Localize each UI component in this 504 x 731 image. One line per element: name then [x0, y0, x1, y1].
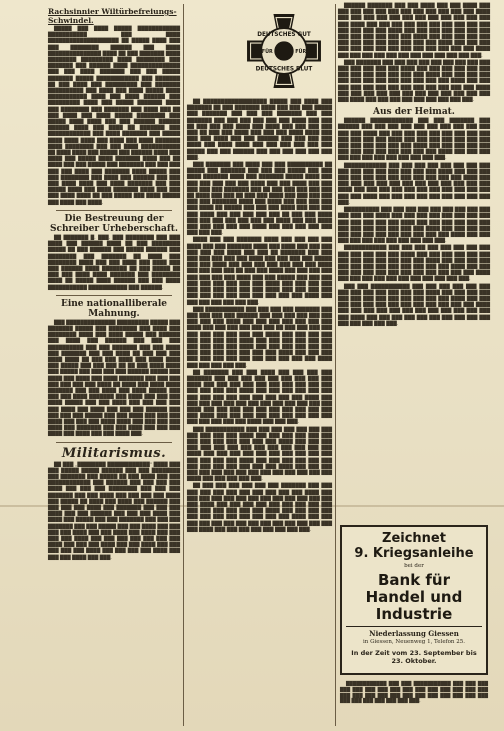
body-text: ███ ███████ ███ ███ ███ ███ ███ ███ ███ ███ ███ ███ ███ ███ ███ ███ ████ ███ ███ ███ ███ ███ ███ ███ ███ ███ ███ ███ ███ ███ ████ ███ ███ ███ ███ ███ ███ ███ ███ ███ ███ ███ ███ ███ ████ ███ ███ ███ ███ ███ ███ ███ ███ ███ ███ ███ ███ ███ ████ ███ ███ ███ ███ ███ ███ ███ ███ ███ ███ ███ ███ ███ ████ ███ ███ ███ ███ ███ ███ ███ ███ ███. [338, 60, 490, 104]
body-text: █████ ███ ████ █████ ████████████ ███████████ ███ ████ ████████████████████ ██ █████ ████ ███ ███ ████████ ██████ ███ ████ ███████████████ ████ ██ ███ ███████ ████ ████████ █████████ ████ ████████ ███ ███████ ███ ██████ ████ ██████████████ ███ ███ ████ ███████ ███ ███ █████ ███████ █████ ████████████ ███ ███████ ██ ███ ████ ███ █████████ ███ ███████ ██████████ ███ ████ ███ ████ █████ ████ ███████████ ████ ███ ████ ██████ ███ █████████ ████ ███ █████ ███████ ████ ███ ████████ ███ ███████ ███ ████ ███ ██ ███ ████ ███ ████ █████ ████████ ███ █████ ████ ████ ███ ███ ██████ ██████ ██████ ████ ███ ████ ██ ███████ ███ ████████████ ███ ████ ███████ ███ █████ ████ ████ ████ ███ ████ ███ ████ ███████ ████ ████████ ███ ███ ████ ███████████ ██ ████ ████ ███ █████ ███ ██████ ████ ███ ████ ███ █████ ████ ███████ ████ ███ ██ ████ ███ ███ █████ ███ ███████ ███ ███ ███ ███ ███ ████ ███ ███████ ████ █████ ███ ███ ████████ ███ ████ ███ ██████ ███ ███ ███ ████ ████ ███ ████ ███████ ███ ███ █████ ████ ███ ████ ███████ ████ ███ ███ ███ ████ ████ ██ ███ █████ ███ ████ █████ ███ ████ ███ ████. [48, 27, 180, 206]
body-text: ███ ██████████████ █████████ █████ ███ ███████ █████ ███ ████████ ███ ████ ███ ████████ ████ ███ ████ █████ ███ ██████ ███ ████ ███ ██████ ███ ███ ███ ██████████ ███ ███ ███████ ███ ███ ████ ███ ███████ ███ ███ ████ ██ ███ ███ ███ ████ ████ ██ ███ ███ ████ ███ ████ ████ ███ █████ ███ ███ ███ ██ ██ ███ ████ ████ ███ █████ ███ ███ ███ ███ ██████ █████ ███ ████ ███ ████ ███ ████ ███████ ███ ███ ███ ███ ███ ███ ███ ████ ██ ████ ███ ████ ████ ███████ ███ ███ ████ ███ ████ █████ ███ ███ ███ ████ ███████ ███ ████ ███ ███ ███ ████ █████ ███ ███ ████ ███ ███ ███ ███ ███ ████ ███ ████ ███ ███ ███ ██████ ███ ███ ███ ███ █████ ███ ███ ████ ███ ███ ███ ████ ███ ███ ███ ████ ████ ███ ███ ███ ███ ████ ███ ███████ ███ ███ ████ ███ ███ ███ ████ ███ ████ ███ ███ ████ ███. [48, 320, 180, 438]
iron-cross-emblem [240, 7, 328, 95]
article-heading: Eine nationalliberale Mahnung. [60, 298, 167, 319]
ad-line-zeichnet: Zeichnet [382, 531, 446, 546]
emblem-text-top: DEUTSCHES GUT [257, 32, 311, 39]
article-heading: Die Bestreuung der Schreiber Urheberschaft. [49, 213, 178, 234]
ad-line-bei-der: bei der [404, 563, 424, 569]
column-right [338, 4, 490, 329]
war-bond-advertisement [340, 525, 488, 675]
emblem-text-right: FÜR [295, 49, 307, 55]
body-text: ███ ███ ███████████ ███ ███ ███ ███ ███ ███ ███ ███ ███ ███ ███ ███ ███ ████ ███ ███ ███ ███ ███ ███ ███ ███ ███ ███ ███ ███ ███ ████ ███ ███ ███ ███ ███ ███ ███ ███ ███ ███ ███ ███ ███ ████ ███ ███ ███ ███ ███ ███ ███ ███ ███ ███ ███ ███ ███ ████ ███ ███ ███ ███ ███ ███ ███ ███ ███ ███ ███ ███ ███ ███ ███. [338, 284, 490, 327]
body-text: ████████████ ███ ███ ███ ███ ███ ███ ███ ███ ███ ███ ███ ███ ███ ███ ███ ███ ████ ███ ███ ███ ███ ███ ███ ███ ███ ███ ███ ███ ███ ███ ████ ███ ███ ███ ███ ███ ███ ███ ███ ███ ███ ███ ███ ███ ████ ███ ███ ███ ███ ███ ███ ███ ███ ███ ███ ███ ███ ███ ████ ███ ███ ███ ███ ███ ███ ███ ███ ███ ███. [338, 163, 490, 206]
body-text: ███ ███████ ███ ████ ███ ███ ██████████ ██ █████ ███ ███████ ███ ███ ███ █████ ███ ███ ████ ███████ ████ ███ ███████ █████ ████ ███ ███ ███ ███ ███ ███ ████ ███ ███ ████ ███ ███ ███ ███ ███ ███████ ███ ██ ███ ███ ███ ███ ███ ██ ████ ███ ███ ██ ███ ███ ████ ███ ███ ███ ███ ███ ███ ███████ ████ ███ ████ ███ ███ ███ ███ ███ ████ ██ █████ ███ ███ ███ ████ ███ ███ ███ ███ ████ ███ ███ ███ ███ ███ ██ ███ ███ ████ ███ ███ ███ ███ ███ ███ ███ ████ ███ ███ ████ ███ ███ ███ ███ ███ ████ ███ ███ ███ ███ ███ ███ ███ ███. [187, 163, 332, 237]
body-text: ██ ███ „████████ ████████████" ████ ███ ███ █████ █████ ██████ ███ ███ ████████ ███ ███████ ███ █████ ██ ███ ████ ███ ███ ████████████ ███ ██████ ███ ███ ███ ███ ████ ███ ███ ███ ████████ ███ ███ ███ ███████ ███ ███ ████ ███ ███ ███ ███ ████ ███ █████ ██ ████ ███ ████ ███ ██████ ███ ███ ███ ███ ████ ███ ███████ ███ ███ ███ ████ ███ ███ ██████ ███ ███ ███ ████ ███ ████ ███ █████ ███ ███ ███████ ███ ███ ███ ███████ ███ ███ █████ ███ ███ ████ ███ ███ ███ ███ ████ ███ ███ ████ ███ ████ ███ ███ ███ ███ ████ ███ ███ ███ ███ ███ ███ ███ ████ ███ ███ ███ ████ ███ ███ ████ ███ ███ ███ ███ ███ ████ ███ ███ ███ ███ ████ ███ ███ ███ ████ ███ ███. [48, 462, 180, 561]
column-rule [183, 4, 184, 726]
article-heading: Militarismus. [61, 445, 167, 461]
ad-line-address: in Giessen, Neuenweg 1, Telefon 25. [363, 639, 465, 645]
body-text: ████ ███ ███ ███████ ████ ███ ███ ███ ███ ████ ███ ███ ███████ ████ ███ ████ ███ ███ ███ ███ ███ ███ ████ ███ ███ ██ ███████ ███ ███ ███ ███ ███ ███ ███ ████ ███ ███ ███ ███ █████ ███ ███ ████ ███ ███ ███ ███ ███ ███ ███ ████ ███ ███ ███ ███ ██ ███ ███ ████ ███ ███ ███ ███ ███ ███ ███ ███ ████ ███ ███ █████ ███ ███ ███ ███ ███ ███ ███ ███ ███ ████ ███ ███ ███ ███ ███ ███ ███ ███ ███ ███ ████ ███ ███ ███ ███ ███ ███ ███ ███ ███ ███ ███ ███ ███ ████ ███ ███ ███ ███ ███ ███ ███. [187, 238, 332, 306]
ad-line-dates: In der Zeit vom 23. September bis 23. Oktober. [351, 649, 477, 665]
ad-line-branch: Niederlassung Giessen [369, 629, 459, 638]
ad-line-bank-name: Bank für Handel und Industrie [365, 571, 463, 623]
footer-imprint [340, 682, 488, 706]
column-rule [335, 4, 336, 726]
article-heading: Aus der Heimat. [373, 107, 455, 118]
body-text: ███ ███████████ ███ ███ ███ ███ ███ ███ ███ ███ ███ ███ ███ ████ ███ ███ ███ ███ ███ ███ ███ ███ ███ ███ ███ ███ ███ ████ ███ ███ ███ ███ ███ ███ ███ ███ ███ ███ ███ ███ ███ ███ ████ ███ ███ ███ ███ ███ ███ ███ ███ ███ ███ ███ ███ ███ ███ ████ ███ ███ ███ ███ ███ ███ ███ ███ ███ ███ ███ ███ ███ ████ ███ ███ ███ ███ ███ ███ ███ ███ ███ ███ ███ ███ ███ ███ ███ ████ ███ ███ ███ ███ ███. [187, 427, 332, 483]
body-text: ████████████ ███ ███ ███████████ ███ ███ ███ ███ ███ ███ ███ ███ ███ ███ ███ ███ ███ ███ ███ ███ ███ ███ ███ ███ ███ ███ ███ ███ ███ ███ ███ ███ ███ ███ ███ ███ ███ ███. [340, 682, 488, 705]
body-text: ██ ███████ ███ ███ ████ ███ ███ ███ ███ ███████ ███ ███ ███ ███ ███ ███ ███ ███ ███ ████ ███ ███ ███ ███ ███ ███ ███ ███ ███ ███ ███ ███ ███ ███ ████ ███ ███ ███ ███ ███ ███ ███ ███ ███ ███ ███ ███ ███ ███ ███ ████ ███ ███ ███ ███ ███ ███ ███ ███ ███ ███ ███ ███ ███ ████ ███ ███ ███ ███ ███ ███ ███ ███ ███ ███ ███ ████ ███ ███ ███ ███ ███ ███ ███ ███ ███ ███ ███ ███ ███ ███ ████ ███ ███ ███. [187, 370, 332, 426]
emblem-text-bottom: DEUTSCHES BLUT [255, 66, 313, 73]
body-text: ██ ███ ███ ███ ███ ███ ███ ███████ ███ ███ ███ ███ ███ ███ ███ ███ ███ ███ ███ ████ ███ ███ ███ ███ ███ ███ ███ ███ ███ ███ ███ ███ ███ ███ ████ ███ ███ ███ ███ ███ ███ ███ ███ ███ ███ ███ ███ ███ ███ ███ ████ ███ ███ ███ ███ ███ ███ ███ ███ ███ ███ ███ ███ ████ ███ ███ ███ ███ ███ ███ ███ ███ ███ ███ ███ ███ ███ ███ ███ ████ ███ ███ ███ ███ ███ ███ ███ ███. [187, 484, 332, 533]
body-text: ██████ ████████████ ███ ███ ███████ ███ ██████ ███ ███ ███ ███ ███ ███ ███ ███ ███ ███ ███ ███ ████ ███ ███ ███ ███ ███ ███ ███ ███ ███ ███ ███ ███ ███ ████ ███ ███ ███ ███ ███ ███ ███ ███ ███ ███ ███ ███ ███ ████ ███ ███ ███ ███ ███ ███ ███ ███ ███ ███ ███ ███ ███ ████ ███ ███ ███ ███ ███ ███ ███ ███ ███ ███ ███ ███. [338, 119, 490, 162]
article-heading: Rachsinnier Wiltürbefreiungs-Schwindel. [48, 7, 177, 25]
body-text: ██ ███████ █. ███. ███ ████████ ███ ███ ████ ███ ██████ ████ ██ ███ ████████ █████ ██ ███ ██████ ███ █████ ██████ ███ ████████ ███ ███████ ██ ████ ███ ████████ ████ ███ ███ ████ ███ ████ ███ ███ ██████ ████ ███████ ██ ███ █████ ██ ███ ███ ████ ████ ███████ ███ ████████ ████ ██ █████ ████ ██████ ███ ███ ████ ███████████ ███████████ ███ ██████. [48, 235, 180, 291]
body-text: ████████████ ███ ███ ███ ███ ███ ███ ███ ███ ███ ███ ███ ███ ███ ████ ███ ███ ███ ███ ███ ███ ███ ███ ███ ███ ███ ███ ███ ████ ███ ███ ███ ███ ███ ███ ███ ███ ███ ███ ███ ███ ███ ████ ███ ███ ███ ███ ███ ███ ███ ███ ███ ███ ███ ███ ███ ████ ███ ███ ███ ███ ███ ███ ███ ███ ███ ███ ███. [338, 246, 490, 283]
column-left [48, 4, 180, 563]
ad-line-kriegsanleihe: 9. Kriegsanleihe [354, 546, 474, 561]
emblem-text-left: FÜR [261, 49, 273, 55]
body-text: ██████ ███████ ███ ███ ████ ███ ███ ████ ███ ███ ███ ███ ███ ███ ███ ███ ███ ███ ███ ███ ████ ███ ███ ███ ███ ███ ███ ███ ███ ███ ███ ███ ███ ███ ████ ███ ███ ███ ███ ███ ███ ███ ███ ███ ███ ███ ███ ███ ███ ████ ███ ███ ███ ███ ███ ███ ███ ███ ███ ███ ███ ███ ███ ████ ███ ███ ███ ███ ███ ███ ███ ███ ███ ███ ███ ███ ███ ████ ███ ███ ███ ███ ███ ███ ███ ███ ███ ███ ███ ███ ███ ███ ████ ███ ███ ███ ███ ███ ███ ███ ███ ███ ███ ███ ███. [338, 4, 490, 59]
body-text: ██████████ ███ ███ ███ ███ ███ ███ ███ ███ ███ ███ ███ ███ ████ ███ ███ ███ ███ ███ ███ ███ ███ ███ ███ ███ ███ ███ ████ ███ ███ ███ ███ ███ ███ ███ ███ ███ ███ ███ ███ ███ ████ ███ ███ ███ ███ ███ ███ ███ ███ ███ ███ ███ ███ ███ ████ ███ ███ ███ ███ ███ ███ ███ ███ ███ ███ ███. [338, 208, 490, 245]
body-text: ██ ██████████████████ █████ ███ ████ ███ ███████ ██ ███ ███████ ████ ███ ███ ███ █████ ███ ███████ ███ ███ ███ ███████ ███ ███ ███████ ███ ███ ███ ███ ███ ███ ████ ███ ███ ██ ███ ███ ███ ████ ███ ████ ███ ███ ███ ███ ███ ██ ███ ███ ████ ███ ███ ███ ████ ████ ███ ███ ███ ████ ███ ███ ██████ ███ ███ ███ ███ ████ ███ ████ ████ ███ ███ ███ ███ ███ ███ █████ ███ ███ ██████ ███ ███ ███ ███ ███ ███ ███. [187, 100, 332, 161]
column-middle [187, 100, 332, 535]
body-text: ███ ███████████ ███ ███ ███ ███ ███████ ███ ███ ███ ███ ███ ██████ ███ ███ ███ ███ ███ ███ ███ ███ ███ ████ ███ ███ ███ ███ ███ ███ ███ ████ ███ ███ ███ ███ ███ ███ ██ ███ ███ ███ ███ ███ ███ ███ ███ ███ ███ ████ ███ ███ ███ ███ ███ ███ ███ ███ ████ ███ ███ ███ ███ ███ ███ ███ ███ ███ ███ ████ ███ ███ ███ ███ ███ ███ ███ ███ ███ ███ ███ ███ ███ ████ ███ ███ ███ ███ ███ ███ ███ ███ ███ ███ ███ ███ ███ ████ ███ ███ ███ ███ ███. [187, 307, 332, 369]
